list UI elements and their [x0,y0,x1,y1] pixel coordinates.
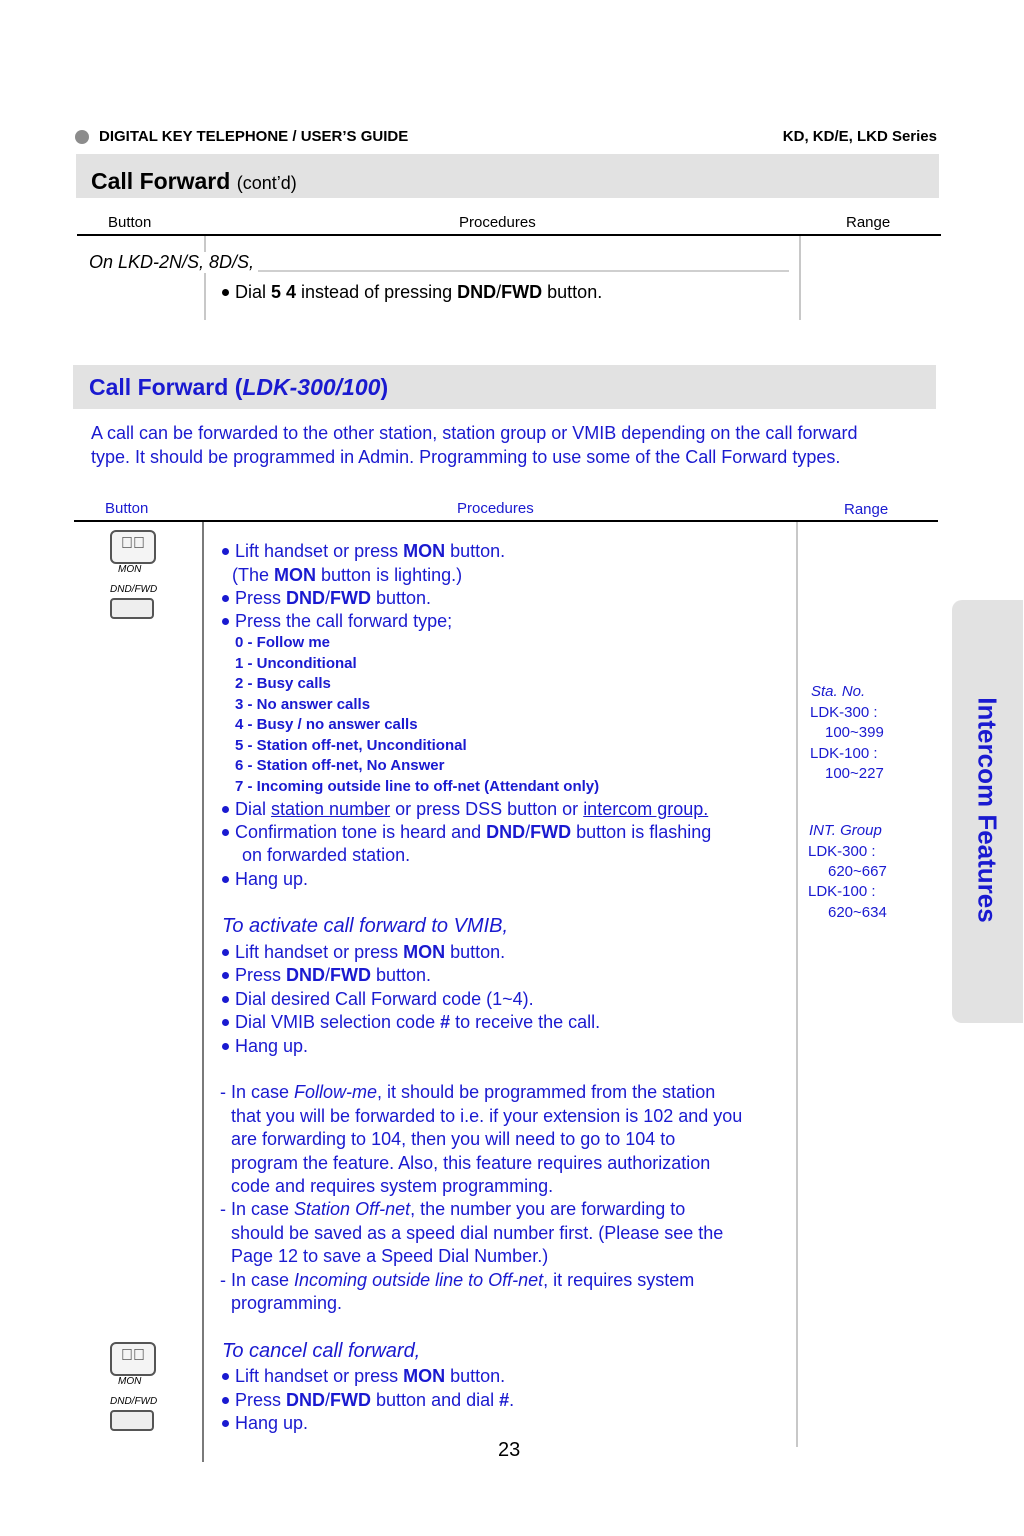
range-grp-100: LDK-100 : [808,883,876,900]
procedure-step: Confirmation tone is heard and DND/FWD button is flashing [222,822,711,843]
procedure-step: Hang up. [222,869,308,890]
procedure-step: Lift handset or press MON button. [222,1366,505,1387]
procedure-step: Hang up. [222,1413,308,1434]
vmib-heading: To activate call forward to VMIB, [222,915,509,937]
dnd-fwd-key-icon [110,598,154,619]
button-icons-cancel [110,1342,170,1437]
section1-col-range: Range [846,214,891,231]
forward-type-item: 1 - Unconditional [235,655,357,672]
bullet-dot [222,289,229,296]
note-line: - In case Station Off-net, the number you are forwarding to [220,1199,686,1219]
section1-procedure: Dial 5 4 instead of pressing DND/FWD button. [222,282,602,303]
procedure-step: Press DND/FWD button. [222,965,431,986]
note-line: Page 12 to save a Speed Dial Number.) [231,1246,549,1266]
range-grp-300-value: 620~667 [828,863,887,880]
range-grp-300: LDK-300 : [808,843,876,860]
section1-model-note: On LKD-2N/S, 8D/S, [89,252,258,273]
procedure-step: Lift handset or press MON button. [222,942,505,963]
section2-intro: A call can be forwarded to the other station, station group or VMIB depending on the call forward type. It should be programmed in Admin. Programming to use some of the Call Forward types. [91,423,858,467]
procedure-step: Dial VMIB selection code # to receive the call. [222,1012,600,1033]
range-grp-100-value: 620~634 [828,904,887,921]
header-series: KD, KD/E, LKD Series [782,128,937,145]
note-line: are forwarding to 104, then you will need to go to 104 to [231,1129,676,1149]
note-line: - In case Follow-me, it should be programmed from the station [220,1082,716,1102]
procedure-step: Press DND/FWD button and dial #. [222,1390,514,1411]
cancel-heading: To cancel call forward, [222,1340,421,1362]
procedure-step: Press the call forward type; [222,611,452,632]
note-line: program the feature. Also, this feature requires authorization [231,1153,711,1173]
range-sta-100-value: 100~227 [825,765,884,782]
section2-title: Call Forward (LDK-300/100) [89,374,389,400]
section1-divider-right [799,236,801,320]
forward-type-item: 5 - Station off-net, Unconditional [235,737,467,754]
section1-title-text: Call Forward [91,168,231,194]
range-grp-label: INT. Group [809,822,882,839]
forward-type-item: 7 - Incoming outside line to off-net (Attendant only) [235,778,600,795]
range-sta-label: Sta. No. [811,683,866,700]
section2-col-procedures: Procedures [457,500,534,517]
forward-type-item: 0 - Follow me [235,634,331,651]
forward-type-item: 3 - No answer calls [235,696,371,713]
section1-title [91,168,297,195]
button-icons-activate [110,530,170,625]
procedure-step: Dial desired Call Forward code (1~4). [222,989,534,1010]
section1-title-suffix: (cont’d) [236,173,297,193]
forward-type-item: 2 - Busy calls [235,675,331,692]
header-bullet-dot [75,130,89,144]
procedure-step-cont: on forwarded station. [242,845,411,865]
page-number: 23 [498,1439,521,1461]
note-line: code and requires system programming. [231,1176,554,1196]
note-line: - In case Incoming outside line to Off-net, it requires system [220,1270,695,1290]
chapter-side-tab-label: Intercom Features [972,697,1003,923]
procedure-step: Press DND/FWD button. [222,588,431,609]
mon-key-label: MON [118,1376,142,1387]
procedure-step: Hang up. [222,1036,308,1057]
note-line: should be saved as a speed dial number first. (Please see the [231,1223,724,1243]
section1-col-procedures: Procedures [459,214,536,231]
range-sta-100: LDK-100 : [810,745,878,762]
procedure-step: Dial station number or press DSS button or intercom group. [222,799,708,820]
section2-col-button: Button [105,500,149,517]
section1-divider-left [204,236,206,320]
forward-type-item: 6 - Station off-net, No Answer [235,757,445,774]
mon-key-icon: ◁⃪ [110,1342,156,1376]
section2-divider-right [796,522,798,1447]
header-guide-title: DIGITAL KEY TELEPHONE / USER’S GUIDE [99,128,409,145]
procedure-step: Lift handset or press MON button. [222,541,505,562]
section2-col-range: Range [844,501,889,518]
note-line: programming. [231,1293,343,1313]
range-sta-300: LDK-300 : [810,704,878,721]
dnd-fwd-key-label: DND/FWD [110,1396,158,1407]
procedure-note: (The MON button is lighting.) [232,565,463,585]
section1-header-rule [77,234,941,236]
section2-divider-left [202,522,204,1462]
dnd-fwd-key-label: DND/FWD [110,584,158,595]
range-sta-300-value: 100~399 [825,724,884,741]
note-line: that you will be forwarded to i.e. if your extension is 102 and you [231,1106,743,1126]
mon-key-label: MON [118,564,142,575]
mon-key-icon: ◁⃪ [110,530,156,564]
dnd-fwd-key-icon [110,1410,154,1431]
section1-col-button: Button [108,214,152,231]
forward-type-item: 4 - Busy / no answer calls [235,716,418,733]
